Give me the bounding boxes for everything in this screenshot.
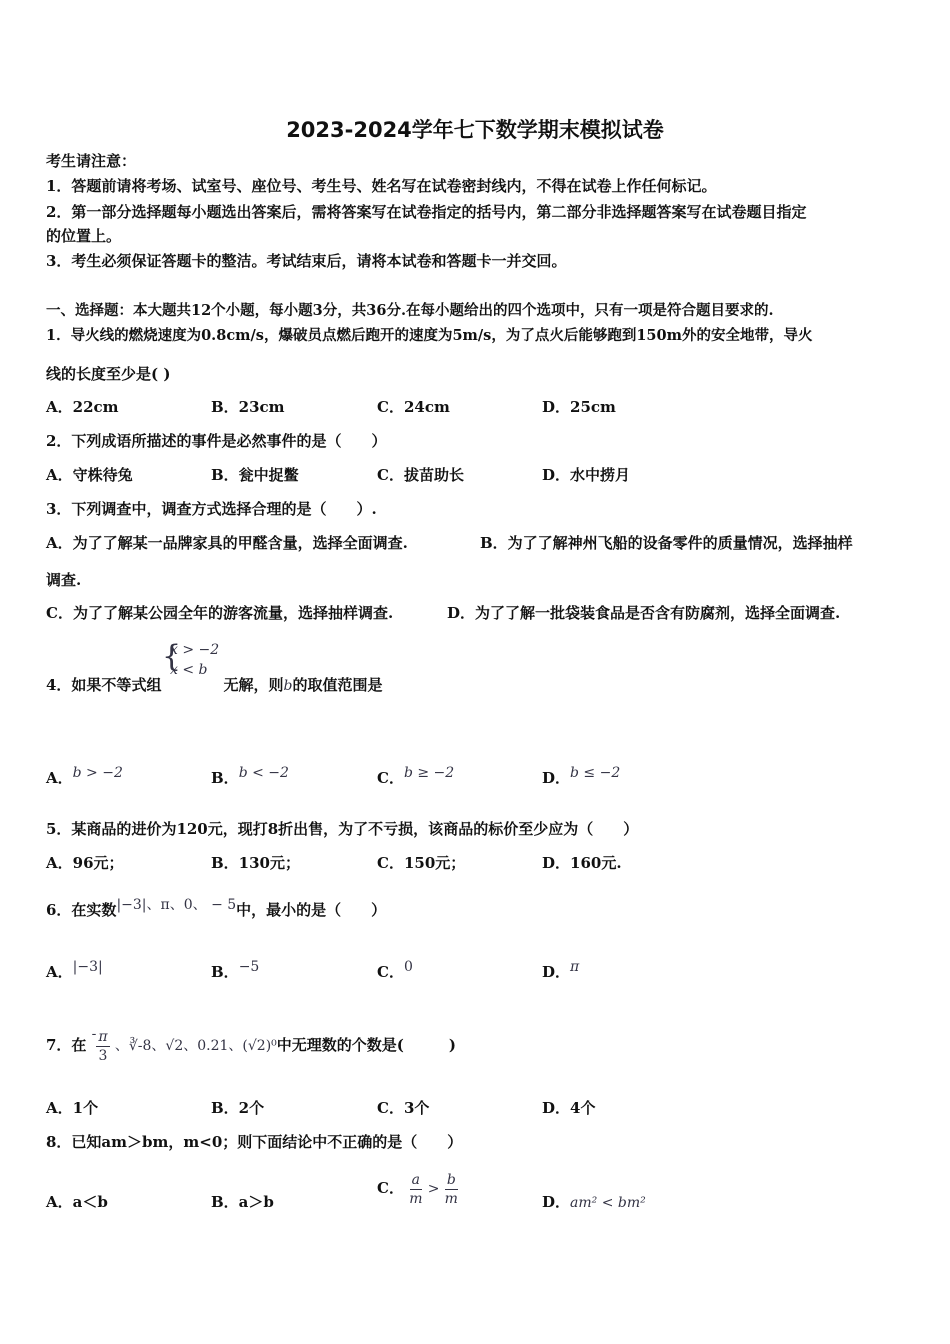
fraction-numerator: b	[446, 1171, 456, 1188]
q7-square-root: √2	[165, 1038, 184, 1054]
q4-suffix-b: 的取值范围是	[292, 676, 383, 694]
q4-var: b	[283, 678, 293, 694]
q7-option-b: B．2个	[211, 1099, 265, 1117]
q2-option-a: A．守株待兔	[46, 466, 133, 484]
question-1-stem-cont: 线的长度至少是( )	[46, 365, 171, 383]
separator: 、	[151, 1038, 166, 1054]
option-value: am² < bm²	[570, 1195, 646, 1211]
notice-item: 3．考生必须保证答题卡的整洁。考试结束后，请将本试卷和答题卡一并交回。	[46, 252, 567, 270]
q7-option-a: A．1个	[46, 1099, 99, 1117]
option-label: A．	[46, 769, 73, 787]
q7-prefix: 7．在	[46, 1036, 87, 1054]
q5-option-d: D．160元.	[542, 854, 622, 872]
q6-prefix: 6．在实数	[46, 901, 117, 919]
option-label: C．	[377, 1179, 404, 1197]
question-4-stem	[46, 675, 382, 696]
question-2-stem: 2．下列成语所描述的事件是必然事件的是（ ）	[46, 432, 387, 450]
q4-prefix: 4．如果不等式组	[46, 676, 162, 694]
option-label: A．	[46, 963, 73, 981]
option-value: b ≥ −2	[403, 765, 455, 781]
q2-option-b: B．瓮中捉鳖	[211, 466, 299, 484]
q2-option-d: D．水中捞月	[542, 466, 631, 484]
option-label: D．	[542, 769, 571, 787]
inequality-system	[162, 639, 220, 680]
fraction	[409, 1171, 422, 1208]
q7-option-d: D．4个	[542, 1099, 596, 1117]
page-title: 2023-2024学年七下数学期末模拟试卷	[286, 118, 664, 142]
option-value: π	[570, 959, 580, 975]
q6-suffix: 中，最小的是（ ）	[236, 901, 387, 919]
option-label: B．	[211, 769, 239, 787]
fraction	[445, 1171, 458, 1208]
q4-option-a	[46, 765, 123, 789]
q4-option-d	[542, 765, 621, 789]
option-value: b < −2	[238, 765, 289, 781]
option-value: −5	[238, 959, 260, 975]
q7-power: (√2)⁰	[242, 1038, 277, 1054]
option-value: 0	[403, 959, 413, 975]
q8-option-b: B．a＞b	[211, 1193, 274, 1211]
option-label: C．	[377, 769, 404, 787]
q3-option-b-cont: 调查.	[46, 571, 82, 589]
question-8-stem: 8．已知am＞bm，m<0；则下面结论中不正确的是（ ）	[46, 1133, 463, 1151]
brace-icon: {	[162, 639, 182, 674]
notice-item: 的位置上。	[46, 227, 122, 245]
separator: 、	[114, 1038, 129, 1054]
question-7-stem	[46, 1020, 456, 1071]
fraction-denominator: 3	[98, 1047, 108, 1064]
question-1-stem: 1．导火线的燃烧速度为0.8cm/s，爆破员点燃后跑开的速度为5m/s，为了点火后能够跑到150m外的安全地带，导火	[46, 327, 813, 344]
question-6-stem	[46, 897, 387, 921]
q3-option-c: C．为了了解某公园全年的游客流量，选择抽样调查.	[46, 604, 394, 622]
question-5-stem: 5．某商品的进价为120元，现打8折出售，为了不亏损，该商品的标价至少应为（ ）	[46, 820, 639, 838]
q3-option-d: D．为了了解一批袋装食品是否含有防腐剂，选择全面调查.	[447, 604, 841, 622]
q7-decimal: 0.21	[197, 1038, 229, 1054]
q1-option-b: B．23cm	[211, 398, 285, 416]
notice-heading: 考生请注意：	[46, 152, 137, 170]
q1-option-d: D．25cm	[542, 398, 616, 416]
option-label: C．	[377, 963, 404, 981]
q3-option-a: A．为了了解某一品牌家具的甲醛含量，选择全面调查.	[46, 534, 408, 552]
option-label: B．	[211, 963, 239, 981]
question-3-stem: 3．下列调查中，调查方式选择合理的是（ ）.	[46, 500, 377, 518]
q6-option-b	[211, 959, 260, 983]
separator: 、	[228, 1038, 243, 1054]
q6-option-a	[46, 959, 103, 983]
q4-suffix-a: 无解，则	[223, 676, 284, 694]
q4-option-c	[377, 765, 455, 789]
option-label: D．	[542, 963, 571, 981]
q8-option-d	[542, 1192, 646, 1213]
q5-option-a: A．96元；	[46, 854, 124, 872]
fraction-numerator: π	[98, 1028, 108, 1045]
notice-item: 1．答题前请将考场、试室号、座位号、考生号、姓名写在试卷密封线内，不得在试卷上作任何标记。	[46, 177, 717, 195]
separator: 、	[183, 1038, 198, 1054]
q8-option-c	[377, 1168, 458, 1209]
option-value: b > −2	[72, 765, 123, 781]
option-value: |−3|	[72, 959, 103, 975]
q1-option-c: C．24cm	[377, 398, 450, 416]
fraction-numerator: a	[411, 1171, 420, 1188]
q7-option-c: C．3个	[377, 1099, 430, 1117]
q5-option-c: C．150元；	[377, 854, 466, 872]
q6-option-d	[542, 959, 580, 983]
option-value: b ≤ −2	[570, 765, 621, 781]
fraction-denominator: m	[444, 1190, 458, 1207]
q7-cube-root: ∛-8	[128, 1038, 152, 1054]
section-heading: 一、选择题：本大题共12个小题，每小题3分，共36分.在每小题给出的四个选项中，只有一项是符合题目要求的.	[46, 302, 774, 319]
notice-item: 2．第一部分选择题每小题选出答案后，需将答案写在试卷指定的括号内，第二部分非选择题答案写在试卷题目指定	[46, 203, 807, 221]
q2-option-c: C．拔苗助长	[377, 466, 464, 484]
q4-option-b	[211, 765, 289, 789]
comparison-operator: >	[427, 1181, 440, 1197]
q3-option-b: B．为了了解神州飞船的设备零件的质量情况，选择抽样	[480, 534, 853, 552]
q7-suffix: 中无理数的个数是( )	[276, 1036, 456, 1054]
q8-option-a: A．a＜b	[46, 1193, 108, 1211]
option-label: D．	[542, 1193, 571, 1211]
inequality-1: x > −2	[170, 642, 220, 658]
q7-fraction	[96, 1028, 109, 1065]
q7-neg: -	[91, 1026, 97, 1042]
fraction-denominator: m	[409, 1190, 423, 1207]
q1-option-a: A．22cm	[46, 398, 119, 416]
q6-option-c	[377, 959, 413, 983]
q6-numbers: |−3|、π、0、 − 5	[116, 897, 237, 913]
inequality-2: x < b	[170, 662, 208, 678]
q5-option-b: B．130元；	[211, 854, 300, 872]
